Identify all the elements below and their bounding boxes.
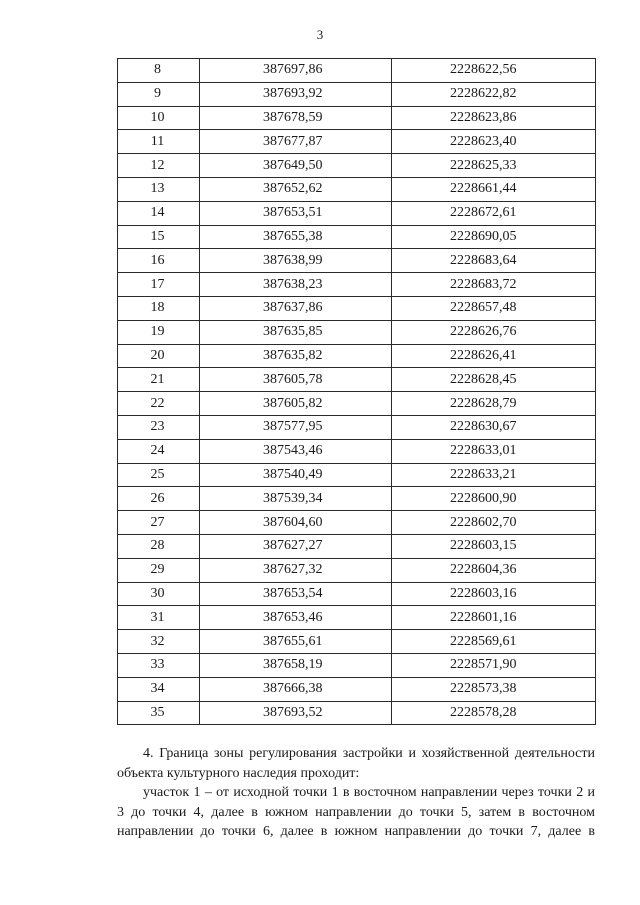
point-number-cell: 12 <box>118 154 200 178</box>
x-coordinate-cell: 387693,92 <box>200 82 392 106</box>
x-coordinate-cell: 387693,52 <box>200 701 392 725</box>
x-coordinate-cell: 387677,87 <box>200 130 392 154</box>
point-number-cell: 18 <box>118 296 200 320</box>
point-number-cell: 33 <box>118 653 200 677</box>
x-coordinate-cell: 387605,78 <box>200 368 392 392</box>
plot-1-paragraph: участок 1 – от исходной точки 1 в восточном направлении через точки 2 и 3 до точки 4, далее в южном направлении до точки 5, затем в восточном направлении до точки 6, далее в южном направлении до точки 7, далее в <box>117 785 595 839</box>
y-coordinate-cell: 2228623,86 <box>392 106 596 130</box>
table-row <box>118 59 596 83</box>
page-number: 3 <box>316 27 324 42</box>
table-row <box>118 392 596 416</box>
x-coordinate-cell: 387605,82 <box>200 392 392 416</box>
y-coordinate-cell: 2228657,48 <box>392 296 596 320</box>
point-number-cell: 30 <box>118 582 200 606</box>
point-number-cell: 13 <box>118 177 200 201</box>
y-coordinate-cell: 2228626,41 <box>392 344 596 368</box>
table-row <box>118 130 596 154</box>
y-coordinate-cell: 2228604,36 <box>392 558 596 582</box>
y-coordinate-cell: 2228602,70 <box>392 511 596 535</box>
point-number-cell: 17 <box>118 273 200 297</box>
point-number-cell: 27 <box>118 511 200 535</box>
point-number-cell: 21 <box>118 368 200 392</box>
table-row <box>118 653 596 677</box>
x-coordinate-cell: 387627,27 <box>200 534 392 558</box>
point-number-cell: 9 <box>118 82 200 106</box>
x-coordinate-cell: 387539,34 <box>200 487 392 511</box>
x-coordinate-cell: 387666,38 <box>200 677 392 701</box>
table-row <box>118 154 596 178</box>
section-4-paragraph: 4. Граница зоны регулирования застройки и хозяйственной деятельности объекта культурного наследия проходит: <box>117 746 595 781</box>
x-coordinate-cell: 387697,86 <box>200 59 392 83</box>
y-coordinate-cell: 2228623,40 <box>392 130 596 154</box>
point-number-cell: 24 <box>118 439 200 463</box>
x-coordinate-cell: 387638,99 <box>200 249 392 273</box>
point-number-cell: 22 <box>118 392 200 416</box>
table-row <box>118 368 596 392</box>
y-coordinate-cell: 2228603,15 <box>392 534 596 558</box>
x-coordinate-cell: 387543,46 <box>200 439 392 463</box>
table-row <box>118 558 596 582</box>
point-number-cell: 23 <box>118 415 200 439</box>
x-coordinate-cell: 387653,51 <box>200 201 392 225</box>
table-row <box>118 249 596 273</box>
point-number-cell: 15 <box>118 225 200 249</box>
table-row <box>118 487 596 511</box>
y-coordinate-cell: 2228571,90 <box>392 653 596 677</box>
point-number-cell: 29 <box>118 558 200 582</box>
table-row <box>118 320 596 344</box>
table-row <box>118 534 596 558</box>
y-coordinate-cell: 2228626,76 <box>392 320 596 344</box>
table-row <box>118 344 596 368</box>
y-coordinate-cell: 2228683,64 <box>392 249 596 273</box>
y-coordinate-cell: 2228600,90 <box>392 487 596 511</box>
y-coordinate-cell: 2228690,05 <box>392 225 596 249</box>
x-coordinate-cell: 387638,23 <box>200 273 392 297</box>
point-number-cell: 20 <box>118 344 200 368</box>
table-row <box>118 273 596 297</box>
y-coordinate-cell: 2228603,16 <box>392 582 596 606</box>
table-row <box>118 106 596 130</box>
point-number-cell: 10 <box>118 106 200 130</box>
x-coordinate-cell: 387655,61 <box>200 630 392 654</box>
x-coordinate-cell: 387635,82 <box>200 344 392 368</box>
point-number-cell: 11 <box>118 130 200 154</box>
y-coordinate-cell: 2228633,01 <box>392 439 596 463</box>
point-number-cell: 19 <box>118 320 200 344</box>
table-row <box>118 296 596 320</box>
table-row <box>118 177 596 201</box>
point-number-cell: 14 <box>118 201 200 225</box>
y-coordinate-cell: 2228628,45 <box>392 368 596 392</box>
y-coordinate-cell: 2228569,61 <box>392 630 596 654</box>
point-number-cell: 8 <box>118 59 200 83</box>
x-coordinate-cell: 387604,60 <box>200 511 392 535</box>
table-row <box>118 606 596 630</box>
table-row <box>118 582 596 606</box>
x-coordinate-cell: 387627,32 <box>200 558 392 582</box>
y-coordinate-cell: 2228573,38 <box>392 677 596 701</box>
coordinates-table-body <box>118 59 596 725</box>
table-row <box>118 439 596 463</box>
y-coordinate-cell: 2228625,33 <box>392 154 596 178</box>
table-row <box>118 82 596 106</box>
x-coordinate-cell: 387652,62 <box>200 177 392 201</box>
y-coordinate-cell: 2228628,79 <box>392 392 596 416</box>
x-coordinate-cell: 387577,95 <box>200 415 392 439</box>
table-row <box>118 630 596 654</box>
point-number-cell: 28 <box>118 534 200 558</box>
x-coordinate-cell: 387655,38 <box>200 225 392 249</box>
y-coordinate-cell: 2228661,44 <box>392 177 596 201</box>
point-number-cell: 32 <box>118 630 200 654</box>
table-row <box>118 201 596 225</box>
y-coordinate-cell: 2228672,61 <box>392 201 596 225</box>
table-row <box>118 511 596 535</box>
x-coordinate-cell: 387653,54 <box>200 582 392 606</box>
x-coordinate-cell: 387678,59 <box>200 106 392 130</box>
table-row <box>118 463 596 487</box>
y-coordinate-cell: 2228622,56 <box>392 59 596 83</box>
y-coordinate-cell: 2228622,82 <box>392 82 596 106</box>
x-coordinate-cell: 387540,49 <box>200 463 392 487</box>
table-row <box>118 677 596 701</box>
point-number-cell: 34 <box>118 677 200 701</box>
table-row <box>118 415 596 439</box>
table-row <box>118 225 596 249</box>
coordinates-table <box>117 58 596 725</box>
point-number-cell: 25 <box>118 463 200 487</box>
point-number-cell: 16 <box>118 249 200 273</box>
point-number-cell: 26 <box>118 487 200 511</box>
y-coordinate-cell: 2228683,72 <box>392 273 596 297</box>
x-coordinate-cell: 387637,86 <box>200 296 392 320</box>
x-coordinate-cell: 387658,19 <box>200 653 392 677</box>
x-coordinate-cell: 387649,50 <box>200 154 392 178</box>
point-number-cell: 35 <box>118 701 200 725</box>
y-coordinate-cell: 2228630,67 <box>392 415 596 439</box>
x-coordinate-cell: 387635,85 <box>200 320 392 344</box>
x-coordinate-cell: 387653,46 <box>200 606 392 630</box>
point-number-cell: 31 <box>118 606 200 630</box>
y-coordinate-cell: 2228578,28 <box>392 701 596 725</box>
y-coordinate-cell: 2228601,16 <box>392 606 596 630</box>
table-row <box>118 701 596 725</box>
y-coordinate-cell: 2228633,21 <box>392 463 596 487</box>
